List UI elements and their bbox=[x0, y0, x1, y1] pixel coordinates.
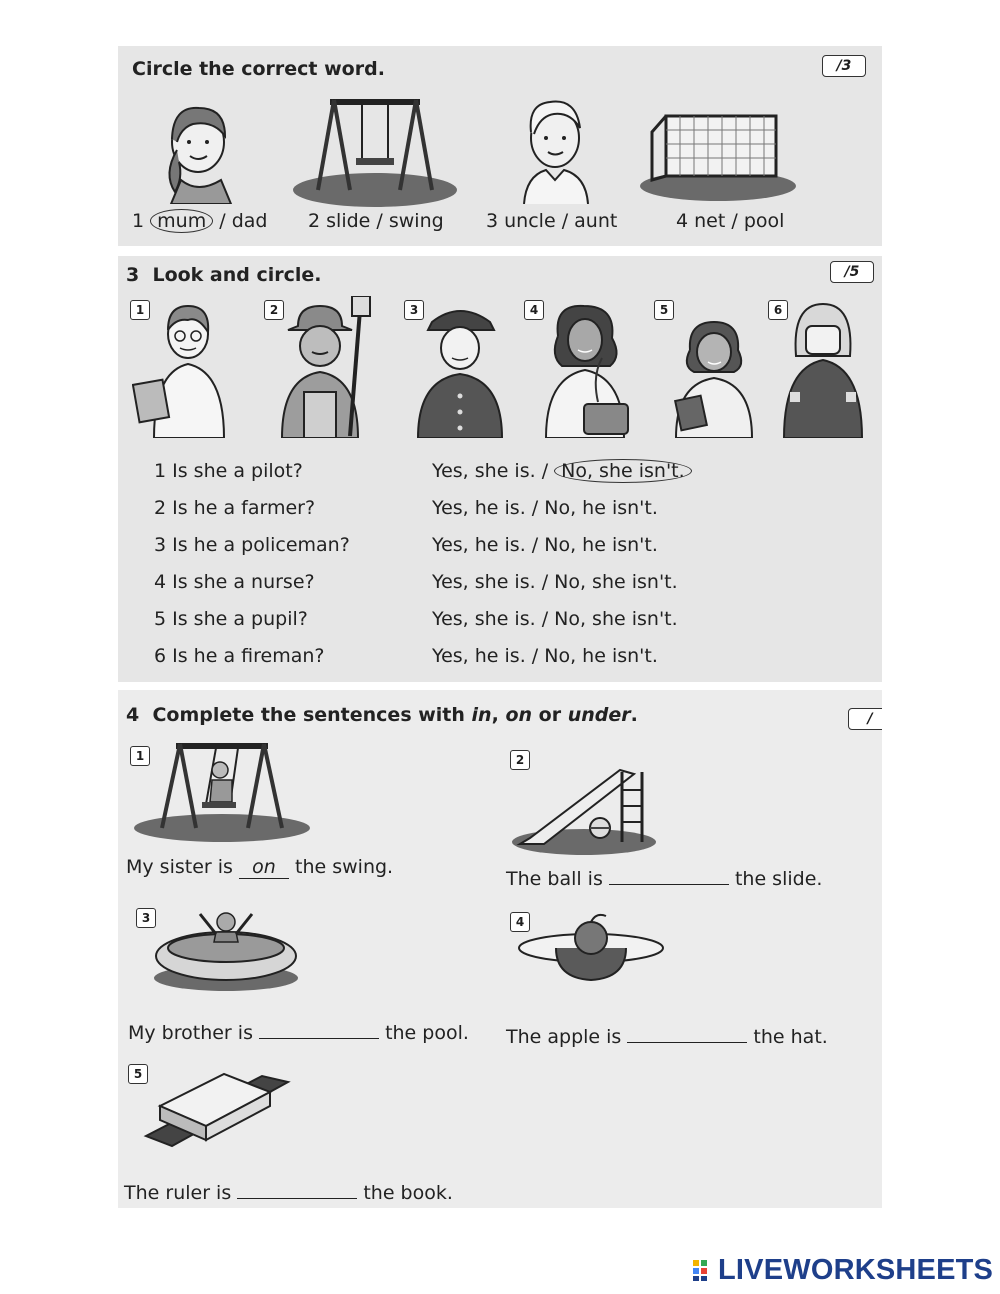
pupil-illustration bbox=[666, 316, 762, 438]
swing-illustration bbox=[290, 90, 460, 210]
option-yes[interactable]: Yes, he is. bbox=[432, 645, 526, 667]
answer-options-1: Yes, she is. / No, she isn't. bbox=[432, 460, 692, 482]
cook-illustration bbox=[532, 296, 642, 438]
exercise-look-and-circle bbox=[118, 256, 882, 682]
policeman-illustration bbox=[410, 296, 510, 438]
question-3: 3 Is he a policeman? bbox=[154, 534, 350, 556]
picture-number-3: 3 bbox=[404, 300, 424, 320]
question-5: 5 Is she a pupil? bbox=[154, 608, 308, 630]
option-no[interactable]: No, he isn't. bbox=[544, 534, 658, 556]
liveworksheets-logo-text: LIVEWORKSHEETS bbox=[718, 1253, 994, 1286]
item-4: 4 net / pool bbox=[676, 210, 785, 232]
picture-number-2: 2 bbox=[510, 750, 530, 770]
option-aunt[interactable]: aunt bbox=[574, 210, 618, 232]
liveworksheets-logo bbox=[692, 1254, 993, 1286]
picture-number-3: 3 bbox=[136, 908, 156, 928]
answer-blank-1[interactable]: on bbox=[239, 856, 289, 879]
option-swing[interactable]: swing bbox=[388, 210, 444, 232]
fireman-illustration bbox=[778, 296, 868, 438]
score-box: /5 bbox=[830, 261, 874, 283]
sentence-3: My brother is the pool. bbox=[128, 1018, 469, 1044]
liveworksheets-logo-icon bbox=[692, 1258, 714, 1282]
farmer-illustration bbox=[268, 296, 378, 438]
picture-number-2: 2 bbox=[264, 300, 284, 320]
picture-number-5: 5 bbox=[128, 1064, 148, 1084]
option-no[interactable]: No, she isn't. bbox=[554, 459, 692, 483]
item-1: 1 mum / dad bbox=[132, 210, 268, 232]
option-yes[interactable]: Yes, she is. bbox=[432, 460, 536, 482]
uncle-illustration bbox=[510, 94, 600, 204]
sentence-2: The ball is the slide. bbox=[506, 864, 822, 890]
answer-options-6: Yes, he is. / No, he isn't. bbox=[432, 645, 658, 667]
net-illustration bbox=[638, 102, 798, 202]
answer-blank-3[interactable] bbox=[259, 1018, 379, 1039]
question-6: 6 Is he a fireman? bbox=[154, 645, 325, 667]
answer-blank-4[interactable] bbox=[627, 1022, 747, 1043]
item-2: 2 slide / swing bbox=[308, 210, 444, 232]
answer-blank-5[interactable] bbox=[237, 1178, 357, 1199]
answer-options-5: Yes, she is. / No, she isn't. bbox=[432, 608, 678, 630]
nurse-illustration bbox=[132, 296, 242, 438]
question-4: 4 Is she a nurse? bbox=[154, 571, 315, 593]
girl-on-swing-illustration bbox=[132, 740, 312, 842]
option-yes[interactable]: Yes, he is. bbox=[432, 534, 526, 556]
picture-number-4: 4 bbox=[524, 300, 544, 320]
answer-options-4: Yes, she is. / No, she isn't. bbox=[432, 571, 678, 593]
ruler-under-book-illustration bbox=[142, 1066, 292, 1152]
option-dad[interactable]: dad bbox=[231, 210, 268, 232]
option-no[interactable]: No, he isn't. bbox=[544, 497, 658, 519]
boy-in-pool-illustration bbox=[152, 904, 302, 994]
option-pool[interactable]: pool bbox=[743, 210, 785, 232]
exercise-heading: 4 Complete the sentences with in, on or under. bbox=[126, 704, 638, 726]
option-net[interactable]: net bbox=[694, 210, 726, 232]
picture-number-4: 4 bbox=[510, 912, 530, 932]
answer-options-2: Yes, he is. / No, he isn't. bbox=[432, 497, 658, 519]
ball-under-slide-illustration bbox=[510, 760, 670, 860]
sentence-5: The ruler is the book. bbox=[124, 1178, 453, 1204]
sentence-1: My sister is on the swing. bbox=[126, 856, 394, 878]
option-no[interactable]: No, he isn't. bbox=[544, 645, 658, 667]
mum-illustration bbox=[153, 94, 243, 204]
apple-on-hat-illustration bbox=[516, 908, 666, 988]
option-yes[interactable]: Yes, he is. bbox=[432, 497, 526, 519]
picture-number-1: 1 bbox=[130, 300, 150, 320]
option-slide[interactable]: slide bbox=[326, 210, 371, 232]
exercise-complete-sentences bbox=[118, 690, 882, 1208]
score-box: / bbox=[848, 708, 882, 730]
answer-blank-2[interactable] bbox=[609, 864, 729, 885]
exercise-circle-word bbox=[118, 46, 882, 246]
option-mum[interactable]: mum bbox=[150, 209, 213, 233]
picture-number-5: 5 bbox=[654, 300, 674, 320]
question-2: 2 Is he a farmer? bbox=[154, 497, 316, 519]
question-1: 1 Is she a pilot? bbox=[154, 460, 303, 482]
option-no[interactable]: No, she isn't. bbox=[554, 571, 678, 593]
answer-options-3: Yes, he is. / No, he isn't. bbox=[432, 534, 658, 556]
picture-number-6: 6 bbox=[768, 300, 788, 320]
option-yes[interactable]: Yes, she is. bbox=[432, 608, 536, 630]
option-no[interactable]: No, she isn't. bbox=[554, 608, 678, 630]
sentence-4: The apple is the hat. bbox=[506, 1022, 828, 1048]
option-uncle[interactable]: uncle bbox=[504, 210, 556, 232]
exercise-heading: 3 Look and circle. bbox=[126, 264, 322, 286]
exercise-heading: Circle the correct word. bbox=[132, 58, 385, 80]
option-yes[interactable]: Yes, she is. bbox=[432, 571, 536, 593]
item-3: 3 uncle / aunt bbox=[486, 210, 618, 232]
picture-number-1: 1 bbox=[130, 746, 150, 766]
score-box: /3 bbox=[822, 55, 866, 77]
